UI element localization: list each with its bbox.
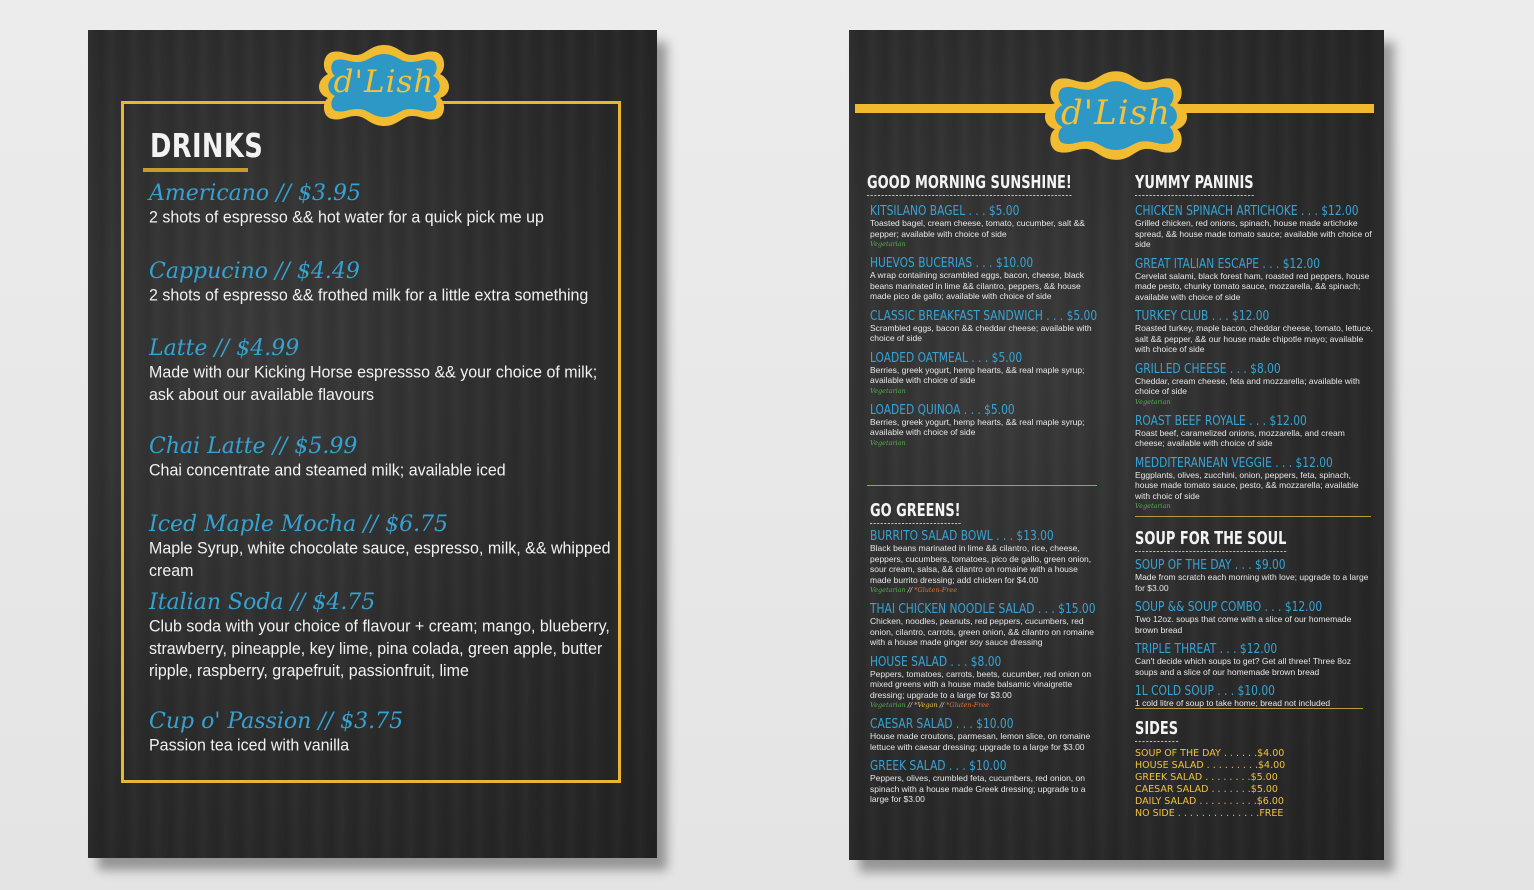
item-description: Chicken, noodles, peanuts, red peppers, cucumbers, red onion, cilantro, carrots, green onion, && cilantro on romaine with a house made ginger soy sauce dressing bbox=[870, 616, 1094, 647]
section-divider bbox=[1135, 516, 1371, 517]
item-name: SOUP && SOUP COMBO . . . $12.00 bbox=[1135, 600, 1323, 615]
menu-item bbox=[1135, 414, 1375, 449]
item-description: Peppers, olives, crumbled feta, cucumbers, red onion, on spinach with a house made Greek dressing; upgrade to a large for $3.00 bbox=[870, 773, 1086, 804]
menu-item bbox=[1135, 362, 1375, 407]
item-description: Berries, greek yogurt, hemp hearts, && real maple syrup; available with choice of side bbox=[870, 416, 1085, 437]
drink-description: Made with our Kicking Horse espressso && your choice of milk; ask about our available flavours bbox=[149, 364, 598, 404]
side-name: SOUP OF THE DAY . . . . . . bbox=[1135, 748, 1258, 759]
drink-description: Chai concentrate and steamed milk; available iced bbox=[149, 462, 506, 480]
item-name: CLASSIC BREAKFAST SANDWICH . . . $5.00 bbox=[870, 308, 1098, 324]
item-description: Two 12oz. soups that come with a slice of our homemade brown bread bbox=[1135, 614, 1352, 635]
drink-name: Iced Maple Mocha // $6.75 bbox=[149, 512, 449, 537]
item-name: MEDDITERANEAN VEGGIE . . . $12.00 bbox=[1135, 455, 1333, 471]
drink-item bbox=[149, 259, 619, 306]
menu-item bbox=[870, 204, 1094, 249]
side-name: NO SIDE . . . . . . . . . . . . . . bbox=[1135, 808, 1260, 819]
item-description: Black beans marinated in lime && cilantro, rice, cheese, peppers, cucumbers, tomatoes, pico de gallo, green onion, sour cream, salsa, && cilantro on romaine with a house made burrito dressing; add chicken for $4.00 bbox=[870, 543, 1092, 585]
item-name: LOADED QUINOA . . . $5.00 bbox=[870, 402, 1015, 418]
item-description: A wrap containing scrambled eggs, bacon, cheese, black beans marinated in lime && cilantro, peppers, && house made pico de gallo; available with choice of side bbox=[870, 270, 1085, 301]
menu-item bbox=[1135, 309, 1375, 355]
side-row bbox=[1135, 772, 1278, 784]
tag-separator: // bbox=[905, 586, 915, 594]
item-description: Berries, greek yogurt, hemp hearts, && real maple syrup; available with choice of side bbox=[870, 364, 1085, 385]
section-title-soup: SOUP FOR THE SOUL bbox=[1135, 528, 1286, 552]
side-row bbox=[1135, 748, 1285, 760]
breakfast-list bbox=[870, 204, 1098, 455]
side-price: $4.00 bbox=[1257, 748, 1285, 759]
menu-item bbox=[1135, 204, 1375, 250]
menu-item bbox=[1135, 257, 1375, 303]
drink-description: Passion tea iced with vanilla bbox=[149, 737, 350, 755]
item-description: Cheddar, cream cheese, feta and mozzarella; available with choice of side bbox=[1135, 375, 1360, 396]
drinks-title: DRINKS bbox=[150, 126, 264, 165]
item-description: Cervelat salami, black forest ham, roasted red peppers, house made pesto, chunky tomato sauce, mozzarella, && spinach; available with choice of side bbox=[1135, 270, 1370, 302]
vegetarian-tag: Vegetarian bbox=[1135, 502, 1171, 510]
item-name: HOUSE SALAD . . . $8.00 bbox=[870, 654, 1002, 670]
item-name: HUEVOS BUCERIAS . . . $10.00 bbox=[870, 256, 1034, 271]
side-name: DAILY SALAD . . . . . . . . . . bbox=[1135, 796, 1257, 807]
item-name: TRIPLE THREAT . . . $12.00 bbox=[1135, 642, 1278, 657]
drink-item bbox=[149, 434, 619, 481]
section-title-paninis: YUMMY PANINIS bbox=[1135, 172, 1254, 196]
drink-name: Latte // $4.99 bbox=[149, 336, 300, 361]
item-name: GREEK SALAD . . . $10.00 bbox=[870, 759, 1007, 774]
logo-wordmark: d'Lish bbox=[333, 64, 435, 100]
vegan-tag: *Vegan bbox=[914, 701, 938, 709]
item-description: Toasted bagel, cream cheese, tomato, cucumber, salt && pepper; available with choice of side bbox=[870, 218, 1085, 239]
drink-name: Cappucino // $4.49 bbox=[149, 259, 360, 284]
vegetarian-tag: Vegetarian bbox=[870, 586, 906, 594]
gluten-free-tag: *Gluten-Free bbox=[946, 701, 989, 709]
sides-list bbox=[1135, 748, 1286, 820]
side-price: $4.00 bbox=[1258, 760, 1286, 771]
item-name: THAI CHICKEN NOODLE SALAD . . . $15.00 bbox=[870, 602, 1096, 617]
dlish-logo bbox=[1038, 68, 1194, 162]
side-row bbox=[1135, 796, 1284, 808]
tag-separator: // bbox=[937, 701, 947, 709]
item-description: Eggplants, olives, zucchini, onion, peppers, feta, spinach, house made tomato sauce, pesto, && mozzarella; available with choic of side bbox=[1135, 469, 1359, 501]
side-name: HOUSE SALAD . . . . . . . . . bbox=[1135, 760, 1259, 771]
item-name: KITSILANO BAGEL . . . $5.00 bbox=[870, 204, 1020, 219]
drinks-menu-board bbox=[88, 30, 657, 858]
section-divider bbox=[867, 485, 1097, 486]
paninis-list bbox=[1135, 204, 1375, 518]
item-description: Grilled chicken, red onions, spinach, house made artichoke spread, && house made tomato sauce; available with choice of side bbox=[1135, 218, 1372, 249]
gluten-free-tag: *Gluten-Free bbox=[914, 586, 958, 594]
item-name: GREAT ITALIAN ESCAPE . . . $12.00 bbox=[1135, 256, 1321, 272]
side-row bbox=[1135, 784, 1278, 796]
side-row bbox=[1135, 760, 1286, 772]
menu-item bbox=[870, 308, 1098, 344]
vegetarian-tag: Vegetarian bbox=[870, 240, 906, 248]
menu-item bbox=[1135, 600, 1375, 635]
greens-list bbox=[870, 529, 1094, 812]
drink-item bbox=[149, 709, 619, 756]
menu-item bbox=[1135, 558, 1375, 593]
menu-item bbox=[870, 351, 1094, 396]
drink-name: Italian Soda // $4.75 bbox=[149, 590, 376, 615]
title-underline bbox=[143, 168, 248, 172]
side-price: FREE bbox=[1259, 808, 1284, 819]
item-name: CAESAR SALAD . . . $10.00 bbox=[870, 717, 1014, 732]
logo-wordmark: d'Lish bbox=[1061, 93, 1171, 133]
dietary-tags bbox=[870, 700, 1094, 710]
dietary-tags bbox=[870, 585, 1094, 595]
drink-item bbox=[149, 590, 619, 679]
section-divider bbox=[1135, 708, 1363, 709]
item-description: 1 cold litre of soup to take home; bread not included bbox=[1135, 698, 1331, 708]
drink-description: 2 shots of espresso && hot water for a quick pick me up bbox=[149, 209, 544, 227]
dlish-logo bbox=[314, 42, 454, 128]
side-name: CAESAR SALAD . . . . . . . bbox=[1135, 784, 1251, 795]
drink-description: 2 shots of espresso && frothed milk for a little extra something bbox=[149, 287, 589, 305]
menu-item bbox=[870, 655, 1094, 711]
drink-item bbox=[149, 336, 619, 404]
section-title-greens: GO GREENS! bbox=[870, 500, 961, 524]
vegetarian-tag: Vegetarian bbox=[870, 701, 906, 709]
item-description: Roasted turkey, maple bacon, cheddar cheese, tomato, lettuce, salt && pepper, && our house made chipotle mayo; available with choice of side bbox=[1135, 323, 1373, 354]
dietary-tags bbox=[870, 386, 1094, 396]
food-menu-board bbox=[849, 30, 1384, 860]
menu-item bbox=[870, 403, 1094, 448]
item-name: GRILLED CHEESE . . . $8.00 bbox=[1135, 361, 1281, 377]
soup-list bbox=[1135, 558, 1375, 716]
drink-name: Americano // $3.95 bbox=[149, 181, 361, 206]
vegetarian-tag: Vegetarian bbox=[1135, 397, 1171, 406]
side-row bbox=[1135, 808, 1284, 820]
item-name: LOADED OATMEAL . . . $5.00 bbox=[870, 350, 1023, 366]
drink-description: Club soda with your choice of flavour + cream; mango, blueberry, strawberry, pineapple, key lime, pina colada, green apple, butter ripple, raspberry, grapefruit, passionfruit, lime bbox=[149, 618, 610, 681]
dietary-tags bbox=[870, 239, 1094, 249]
item-name: CHICKEN SPINACH ARTICHOKE . . . $12.00 bbox=[1135, 204, 1359, 219]
drink-name: Chai Latte // $5.99 bbox=[149, 434, 358, 459]
item-description: House made croutons, parmesan, lemon slice, on romaine lettuce with caesar dressing; upgrade to a large for $3.00 bbox=[870, 731, 1091, 752]
section-title-sides: SIDES bbox=[1135, 718, 1178, 742]
menu-item bbox=[870, 256, 1094, 302]
item-name: ROAST BEEF ROYALE . . . $12.00 bbox=[1135, 413, 1307, 429]
menu-item bbox=[1135, 456, 1375, 512]
side-price: $5.00 bbox=[1250, 784, 1278, 795]
menu-item bbox=[870, 529, 1094, 595]
section-title-breakfast: GOOD MORNING SUNSHINE! bbox=[867, 172, 1072, 196]
item-description: Can't decide which soups to get? Get all three! Three 8oz soups and a slice of our homemade brown bread bbox=[1135, 656, 1351, 677]
menu-item bbox=[1135, 684, 1375, 709]
vegetarian-tag: Vegetarian bbox=[870, 386, 906, 395]
menu-item bbox=[870, 717, 1094, 752]
drink-item bbox=[149, 512, 619, 580]
item-description: Roast beef, caramelized onions, mozzarella, and cream cheese; available with choice of side bbox=[1135, 427, 1345, 448]
item-name: 1L COLD SOUP . . . $10.00 bbox=[1135, 684, 1275, 699]
dietary-tags bbox=[1135, 397, 1375, 407]
dietary-tags bbox=[1135, 501, 1375, 511]
menu-item bbox=[870, 602, 1094, 648]
dietary-tags bbox=[870, 438, 1094, 448]
vegetarian-tag: Vegetarian bbox=[870, 438, 906, 447]
menu-item bbox=[870, 759, 1094, 805]
side-name: GREEK SALAD . . . . . . . . bbox=[1135, 772, 1251, 783]
item-name: BURRITO SALAD BOWL . . . $13.00 bbox=[870, 529, 1054, 544]
item-description: Made from scratch each morning with love; upgrade to a large for $3.00 bbox=[1135, 572, 1369, 593]
item-description: Scrambled eggs, bacon && cheddar cheese; available with choice of side bbox=[870, 322, 1092, 343]
drink-description: Maple Syrup, white chocolate sauce, espresso, milk, && whipped cream bbox=[149, 540, 611, 580]
menu-item bbox=[1135, 642, 1375, 677]
item-description: Peppers, tomatoes, carrots, beets, cucumber, red onion on mixed greens with a house made balsamic vinaigrette dressing; upgrade to a large for $3.00 bbox=[870, 668, 1092, 700]
drink-name: Cup o' Passion // $3.75 bbox=[149, 709, 404, 734]
side-price: $6.00 bbox=[1256, 796, 1284, 807]
drink-item bbox=[149, 181, 619, 228]
side-price: $5.00 bbox=[1250, 772, 1278, 783]
item-name: SOUP OF THE DAY . . . $9.00 bbox=[1135, 558, 1286, 573]
tag-separator: // bbox=[905, 701, 915, 709]
item-name: TURKEY CLUB . . . $12.00 bbox=[1135, 309, 1270, 324]
